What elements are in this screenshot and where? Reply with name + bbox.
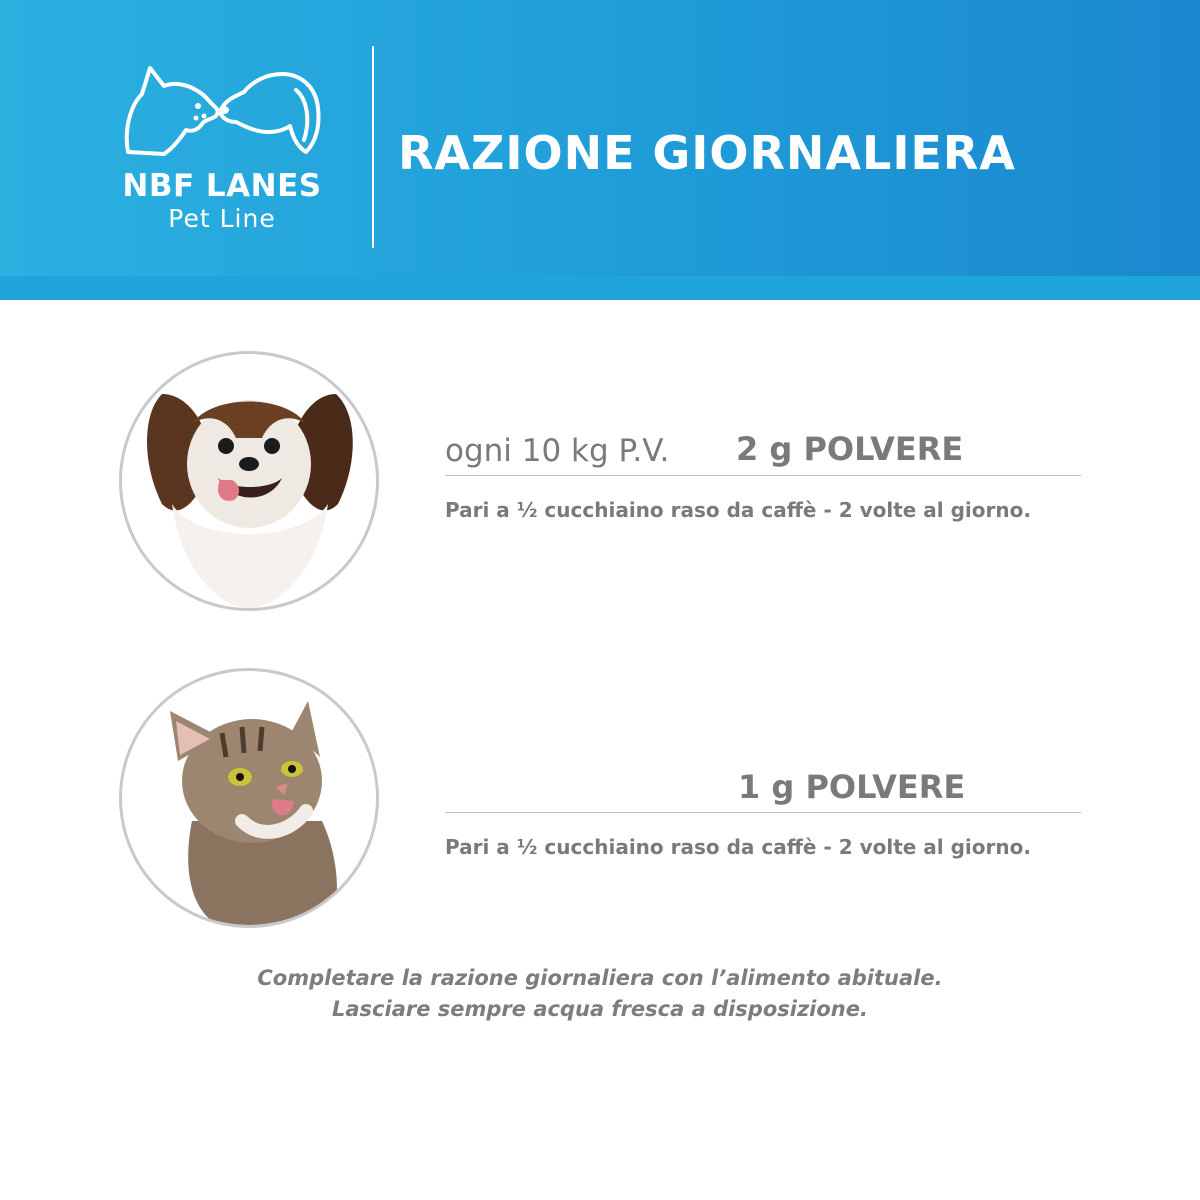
cat-photo (122, 671, 376, 925)
header-bottom-band (0, 276, 1200, 300)
header-banner (0, 0, 1200, 300)
footer-line-2: Lasciare sempre acqua fresca a disposizione. (332, 997, 868, 1021)
cat-dog-logo-icon (120, 60, 325, 160)
dog-image-circle (119, 351, 379, 611)
dose-weight-label: ogni 10 kg P.V. (445, 433, 670, 469)
dose-rule-cat (445, 812, 1081, 813)
cat-image-circle (119, 668, 379, 928)
footer-line-1: Completare la razione giornaliera con l’alimento abituale. (257, 966, 943, 990)
dose-note-cat: Pari a ½ cucchiaino raso da caffè - 2 volte al giorno. (445, 835, 1031, 859)
dose-note-dog: Pari a ½ cucchiaino raso da caffè - 2 volte al giorno. (445, 498, 1031, 522)
dose-amount-cat: 1 g POLVERE (738, 768, 966, 806)
dog-photo (122, 354, 376, 608)
brand-name: NBF LANES (122, 168, 322, 204)
header-divider (372, 46, 374, 248)
dose-rule-dog (445, 475, 1081, 476)
page-title: RAZIONE GIORNALIERA (398, 126, 1016, 180)
dose-amount-dog: 2 g POLVERE (736, 430, 964, 468)
brand-logo (110, 60, 340, 240)
brand-subtitle: Pet Line (168, 204, 276, 233)
